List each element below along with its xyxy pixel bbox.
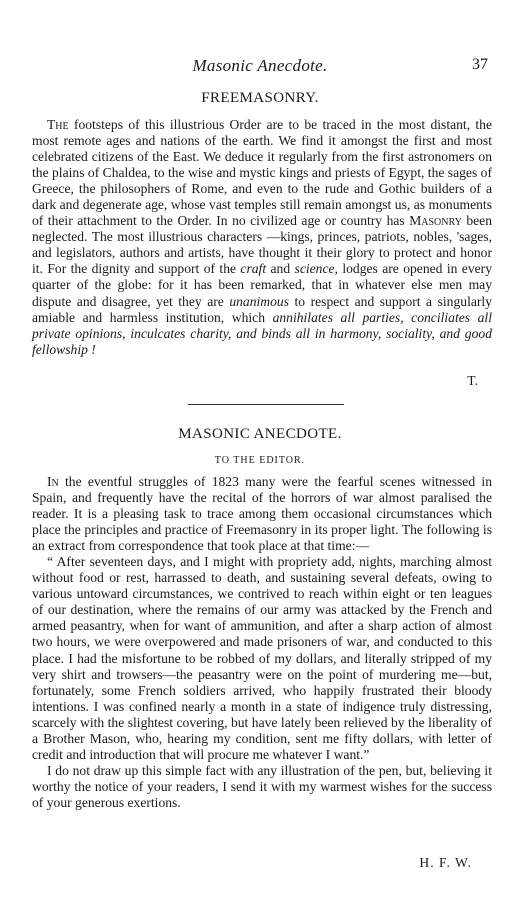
running-title: Masonic Anecdote. xyxy=(192,56,328,75)
science-word: science, xyxy=(294,261,338,277)
lead-word: In xyxy=(47,474,59,489)
unanimous-word: unanimous xyxy=(229,293,289,309)
page-header xyxy=(32,56,488,78)
anecdote-paragraph-2: “ After seventeen days, and I might with propriety add, nights, marching almost without food or rest, harrassed to death, and sustaining several defeats, owing to various untoward circumstances, we contrived to reach within eight or ten leagues of our destination, where the remains of our army was attacked by the French and armed peasantry, when for want of ammunition, and after a sharp action of almost two hours, we were overpowered and made prisoners of war, and conducted to this place. I had the misfortune to be robbed of my dollars, and literally stripped of my very shirt and trowsers—the peasantry were on the point of murdering me—but, fortunately, some French soldiers arrived, who happily frustrated their bloody intentions. I was confined nearly a month in a state of indigence truly distressing, scarcely with the slightest covering, but have lately been relieved by the liberality of a Brother Mason, who, hearing my condition, sent me fifty dollars, with letter of credit and introduction that will procure me whatever I want.” xyxy=(32,554,492,762)
italic-closing: annihilates all parties, conciliates all private opinions, inculcates charity, and binds all in harmony, sociality, and good fellowship ! xyxy=(32,309,492,357)
text-segment: been neglected. The most illustrious characters —kings, princes, patriots, nobles, 'sages, and legislators, authors and artists, have thought it their glory to protect and honor it. For the dignity and support of the xyxy=(32,213,492,277)
signature-t: T. xyxy=(467,373,478,388)
text-segment: the eventful struggles of 1823 many were the fearful scenes witnessed in Spain, and frequently have the recital of the horrors of war almost paralised the reader. It is a pleasing task to trace among them occasional circumstances which place the principles and practice of Freemasonry in its proper light. The following is an extract from correspondence that took place at that time:— xyxy=(32,474,492,554)
anecdote-body xyxy=(32,474,492,811)
anecdote-paragraph-1 xyxy=(32,474,492,554)
lead-word: The xyxy=(47,117,69,132)
text-segment: footsteps of this illustrious Order are to be traced in the most distant, the most remote ages and nations of the earth. We find it amongst the first and most celebrated citizens of the East. We deduce it regularly from the first astronomers on the plains of Chaldea, to the wise and mystic kings and priests of Egypt, the sages of Greece, the philosophers of Rome, and even to the rude and Gothic builders of a dark and degenerate age, whose vast temples still remain amongst us, as monuments of their attachment to the Order. In no civilized age or country has xyxy=(32,117,492,229)
section-divider xyxy=(188,404,344,405)
text-segment: lodges are opened in every quarter of the globe: for it has been remarked, that in whatever else men may dispute and disagree, yet they are xyxy=(32,261,492,309)
article-subtitle: TO THE EDITOR. xyxy=(214,455,306,466)
page-number: 37 xyxy=(472,56,488,73)
craft-word: craft xyxy=(240,261,267,277)
text-segment: and xyxy=(266,261,295,277)
signature-hfw: H. F. W. xyxy=(419,855,472,870)
article-title-freemasonry: FREEMASONRY. xyxy=(201,90,319,106)
masonry-word: Masonry xyxy=(409,213,462,229)
freemasonry-paragraph xyxy=(32,117,492,358)
article-title-anecdote: MASONIC ANECDOTE. xyxy=(178,426,342,442)
anecdote-paragraph-3: I do not draw up this simple fact with any illustration of the pen, but, believing it worthy the notice of your readers, I send it with my warmest wishes for the success of your generous exertions. xyxy=(32,762,492,810)
text-segment: to respect and support a singularly amiable and harmless institution, which xyxy=(32,293,492,325)
